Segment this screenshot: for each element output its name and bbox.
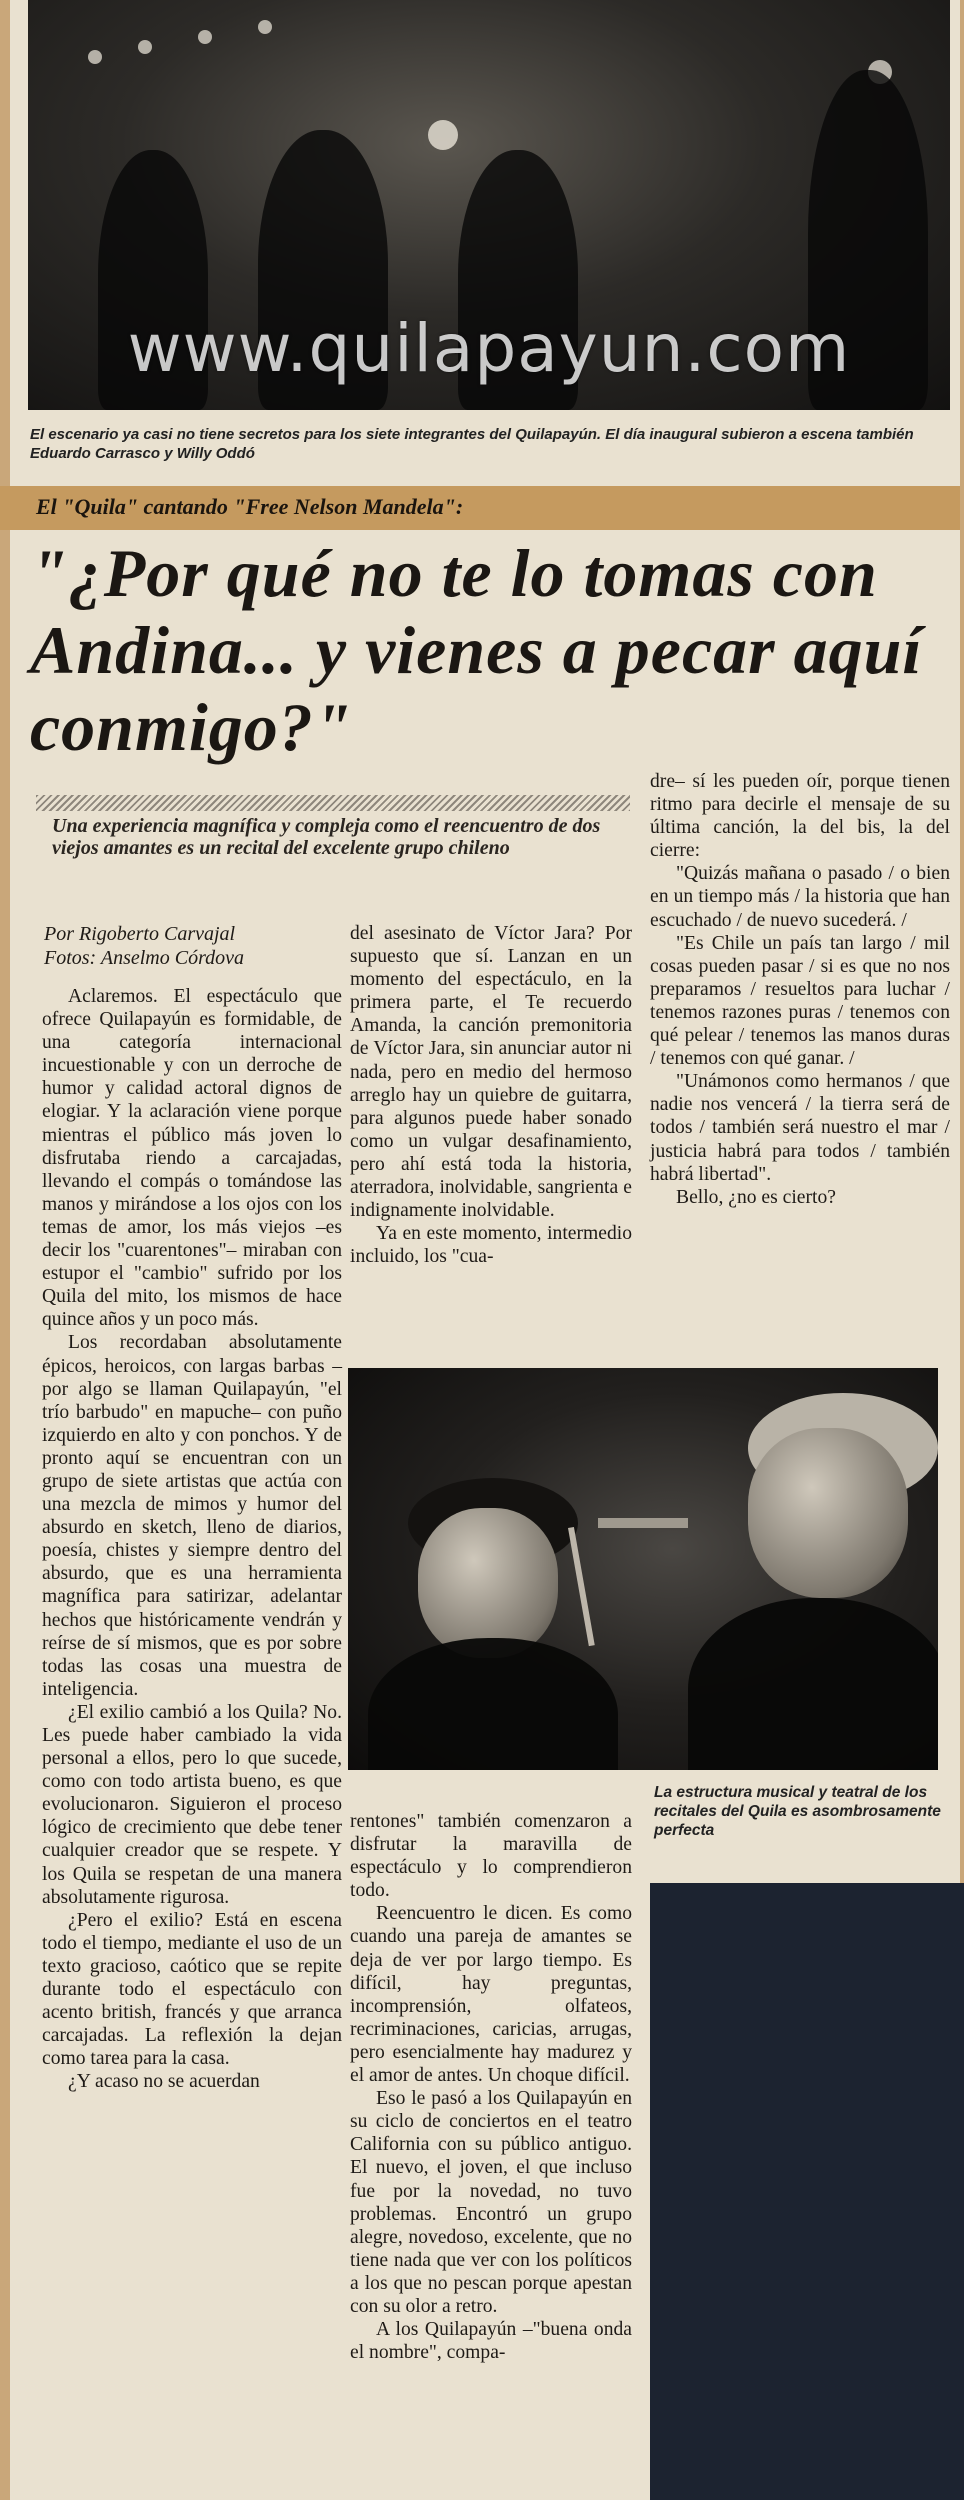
- paragraph: "Quizás mañana o pasado / o bien en un tiempo más / la historia que han escuchado / de nuevo sucederá. /: [650, 863, 950, 931]
- paragraph: Aclaremos. El espectáculo que ofrece Quilapayún es formidable, de una categoría internacional incuestionable y con un derroche de humor y calidad actoral dignos de elogiar. Y la aclaración viene porque mientras el público más joven lo disfrutaba riendo a carcajadas, llevando el compás o tomándose las manos y mirándose a los ojos con los temas de amor, los más viejos –es decir los "cuarentones"– miraban con estupor el "cambio" sufrido por los Quila del mito, los mismos de hace quince años y un poco más.: [42, 986, 342, 1331]
- paragraph: Ya en este momento, intermedio incluido, los "cua-: [350, 1223, 632, 1268]
- kicker-bar: [0, 486, 960, 530]
- paragraph: Reencuentro le dicen. Es como cuando una pareja de amantes se deja de ver por largo tiempo. Es difícil, hay preguntas, incomprensión, olfateos, recriminaciones, caricias, arrugas, pero esencialmente hay madurez y el amor de antes. Un choque difícil.: [350, 1903, 632, 2087]
- paragraph: del asesinato de Víctor Jara? Por supuesto que sí. Lanzan en un momento del espectáculo, en la primera parte, el Te recuerdo Amanda, la canción premonitoria de Víctor Jara, sin anunciar autor ni nada, pero en medio del hermoso arreglo hay un quiebre de guitarra, para algunos puede haber sonado como un vulgar desafinamiento, pero ahí está toda la historia, aterradora, inolvidable, sangrienta e indignamente inolvidable.: [350, 923, 632, 1222]
- photo-caption-top: El escenario ya casi no tiene secretos para los siete integrantes del Quilapayún. El día inaugural subieron a escena también Eduardo Carrasco y Willy Oddó: [30, 426, 914, 462]
- text-column-2-top: [350, 922, 632, 1268]
- byline-author: Por Rigoberto Carvajal: [44, 923, 236, 945]
- hatched-rule: [36, 795, 630, 811]
- text-column-1: [42, 985, 342, 2094]
- article-headline: "¿Por qué no te lo tomas con Andina... y vienes a pecar aquí conmigo?": [30, 535, 923, 765]
- background-surface: [650, 1883, 964, 2500]
- paragraph: A los Quilapayún –"buena onda el nombre", compa-: [350, 2319, 632, 2364]
- paragraph: Eso le pasó a los Quilapayún en su ciclo de conciertos en el teatro California con su público antiguo. El nuevo, el joven, el que incluso fue por la novedad, no tuvo problemas. Encontró un grupo alegre, novedoso, excelente, que no tiene nada que ver con los políticos a los que no pescan porque apestan con su olor a retro.: [350, 2088, 632, 2317]
- photo-caption-middle: La estructura musical y teatral de los recitales del Quila es asombrosamente perfecta: [654, 1784, 941, 1839]
- paragraph: rentones" también comenzaron a disfrutar la maravilla de espectáculo y lo comprendieron todo.: [350, 1811, 632, 1902]
- paragraph: ¿El exilio cambió a los Quila? No. Les puede haber cambiado la vida personal a ellos, pero lo que sucede, como con todo artista bueno, es que evolucionaron. Siguieron el proceso lógico de crecimiento que debe tener cualquier creador que se respete. Y los Quila se respetan de una manera absolutamente rigurosa.: [42, 1701, 342, 1908]
- article-deck: Una experiencia magnífica y compleja como el reencuentro de dos viejos amantes es un recital del excelente grupo chileno: [52, 815, 601, 859]
- paragraph: Bello, ¿no es cierto?: [676, 1186, 836, 1208]
- paragraph: dre– sí les pueden oír, porque tienen ritmo para decirle el mensaje de su última canción, la del bis, la del cierre:: [650, 771, 950, 862]
- text-column-3: [650, 770, 950, 1209]
- paragraph: ¿Y acaso no se acuerdan: [68, 2071, 260, 2093]
- byline: [44, 922, 334, 970]
- paragraph: Los recordaban absolutamente épicos, heroicos, con largas barbas –por algo se llaman Quilapayún, "el trío barbudo" en mapuche– con puño izquierdo en alto y con ponchos. Y de pronto aquí se encuentran con un grupo de siete artistas que actúa con una mezcla de mimos y humor del absurdo en sketch, lleno de diarios, poesía, chistes y siempre dentro del absurdo, que es una herramienta magnífica para satirizar, adelantar hechos que históricamente vendrán y reírse de sí mismos, que es por sobre todas las cosas una muestra de inteligencia.: [42, 1332, 342, 1700]
- byline-photos: Fotos: Anselmo Córdova: [44, 947, 244, 969]
- text-column-2-bottom: [350, 1810, 632, 2364]
- concert-photo-top: [28, 0, 950, 410]
- kicker-text: El "Quila" cantando "Free Nelson Mandela":: [36, 494, 464, 519]
- singers-photo: [348, 1368, 938, 1770]
- paragraph: "Es Chile un país tan largo / mil cosas pueden pasar / si es que no nos preparamos / resueltos para luchar / tenemos razones puras / tenemos con qué pelear / tenemos las manos duras / tenemos con qué ganar. /: [650, 932, 950, 1070]
- site-watermark: www.quilapayun.com: [127, 310, 851, 387]
- paragraph: "Unámonos como hermanos / que nadie nos vencerá / la tierra será de todos / también será nuestro el mar / justicia habrá para todos / también habrá libertad".: [650, 1071, 950, 1185]
- paragraph: ¿Pero el exilio? Está en escena todo el tiempo, mediante el uso de un texto gracioso, caótico que se repite durante todo el espectáculo con acento british, francés y que arranca carcajadas. La reflexión la dejan como tarea para la casa.: [42, 1909, 342, 2070]
